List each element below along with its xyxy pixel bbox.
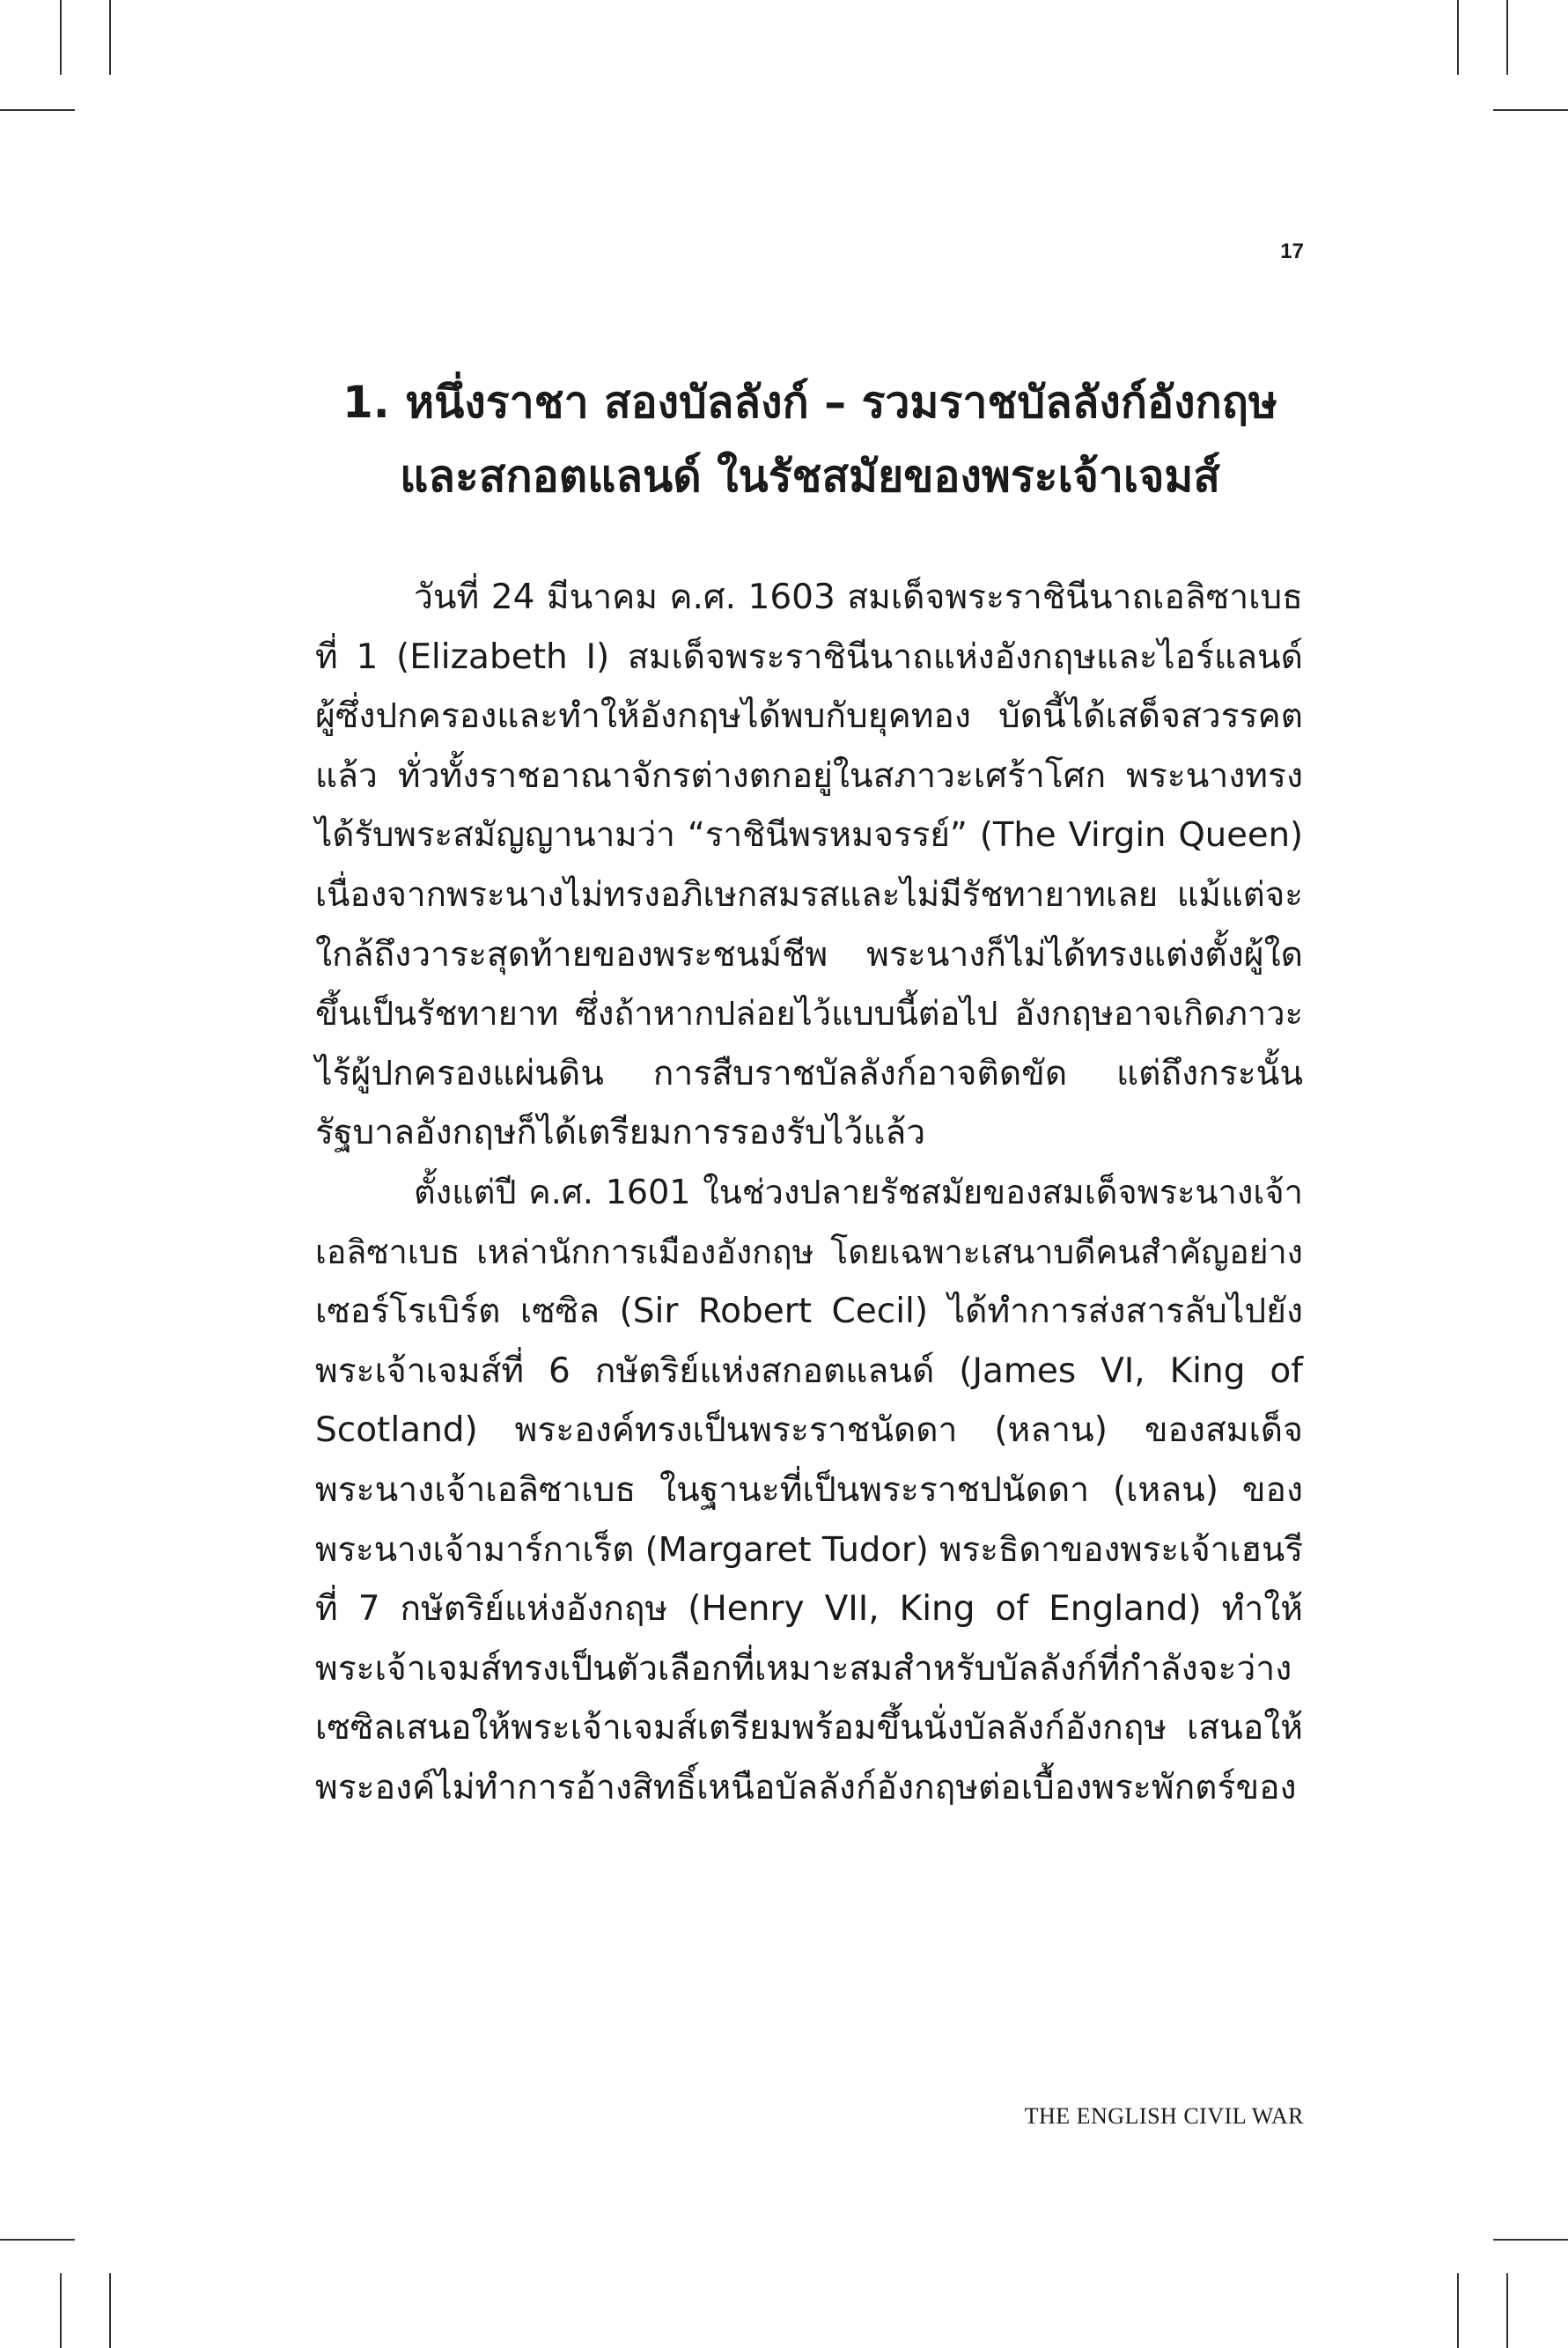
text-line: ที่ 1 (Elizabeth I) สมเด็จพระราชินีนาถแห่งอังกฤษและไอร์แลนด์ (315, 637, 1303, 677)
crop-mark-bottom-left-vertical-inner (109, 2273, 111, 2348)
text-line: พระนางเจ้าเอลิซาเบธ ในฐานะที่เป็นพระราชปนัดดา (เหลน) ของ (315, 1469, 1303, 1510)
crop-mark-top-right-vertical-inner (1457, 0, 1459, 75)
text-line: พระเจ้าเจมส์ที่ 6 กษัตริย์แห่งสกอตแลนด์ (James VI, King of (315, 1351, 1303, 1391)
text-line: เซซิลเสนอให้พระเจ้าเจมส์เตรียมพร้อมขึ้นนั่งบัลลังก์อังกฤษ เสนอให้ (315, 1708, 1303, 1748)
crop-mark-bottom-left-vertical (60, 2273, 62, 2348)
crop-mark-top-right-horizontal (1493, 109, 1568, 111)
body-text (315, 568, 1303, 1817)
text-line: ผู้ซึ่งปกครองและทำให้อังกฤษได้พบกับยุคทอง บัดนี้ได้เสด็จสวรรคต (315, 696, 1303, 737)
text-line: ไร้ผู้ปกครองแผ่นดิน การสืบราชบัลลังก์อาจติดขัด แต่ถึงกระนั้น (315, 1053, 1303, 1093)
text-line: พระองค์ไม่ทำการอ้างสิทธิ์เหนือบัลลังก์อังกฤษต่อเบื้องพระพักตร์ของ (315, 1767, 1297, 1807)
crop-mark-bottom-right-vertical (1506, 2273, 1508, 2348)
text-line: แล้ว ทั่วทั้งราชอาณาจักรต่างตกอยู่ในสภาวะเศร้าโศก พระนางทรง (315, 755, 1303, 796)
crop-mark-top-right-vertical (1506, 0, 1508, 75)
text-line: รัฐบาลอังกฤษก็ได้เตรียมการรองรับไว้แล้ว (315, 1113, 926, 1153)
text-line: Scotland) พระองค์ทรงเป็นพระราชนัดดา (หลาน) ของสมเด็จ (315, 1410, 1303, 1451)
text-line: พระนางเจ้ามาร์กาเร็ต (Margaret Tudor) พระธิดาของพระเจ้าเฮนรี (315, 1529, 1303, 1570)
text-line: ใกล้ถึงวาระสุดท้ายของพระชนม์ชีพ พระนางก็ไม่ได้ทรงแต่งตั้งผู้ใด (315, 934, 1303, 975)
text-line: เอลิซาเบธ เหล่านักการเมืองอังกฤษ โดยเฉพาะเสนาบดีคนสำคัญอย่าง (315, 1232, 1303, 1271)
paragraph (315, 1163, 1303, 1818)
text-line: วันที่ 24 มีนาคม ค.ศ. 1603 สมเด็จพระราชินีนาถเอลิซาเบธ (414, 578, 1303, 617)
crop-mark-bottom-right-horizontal (1493, 2239, 1568, 2241)
text-line: ตั้งแต่ปี ค.ศ. 1601 ในช่วงปลายรัชสมัยของสมเด็จพระนางเจ้า (414, 1172, 1303, 1211)
crop-mark-top-left-vertical (60, 0, 62, 75)
crop-mark-bottom-left-horizontal (0, 2239, 75, 2241)
paragraph (315, 568, 1303, 1163)
running-footer: THE ENGLISH CIVIL WAR (1024, 2103, 1304, 2129)
crop-mark-bottom-right-vertical-inner (1457, 2273, 1459, 2348)
text-line: ที่ 7 กษัตริย์แห่งอังกฤษ (Henry VII, King of England) ทำให้ (315, 1589, 1303, 1630)
crop-mark-top-left-horizontal (0, 109, 75, 111)
page-number: 17 (1280, 239, 1304, 263)
chapter-title-line: 1. หนึ่งราชา สองบัลลังก์ – รวมราชบัลลังก์อังกฤษ (342, 377, 1277, 428)
text-line: เซอร์โรเบิร์ต เซซิล (Sir Robert Cecil) ได้ทำการส่งสารลับไปยัง (315, 1292, 1303, 1332)
chapter-title-line: และสกอตแลนด์ ในรัชสมัยของพระเจ้าเจมส์ (400, 451, 1220, 502)
text-line: พระเจ้าเจมส์ทรงเป็นตัวเลือกที่เหมาะสมสำหรับบัลลังก์ที่กำลังจะว่าง (315, 1648, 1292, 1689)
text-line: ได้รับพระสมัญญานามว่า “ราชินีพรหมจรรย์” (The Virgin Queen) (315, 815, 1303, 856)
chapter-title (317, 365, 1303, 513)
crop-mark-top-left-vertical-inner (109, 0, 111, 75)
text-line: ขึ้นเป็นรัชทายาท ซึ่งถ้าหากปล่อยไว้แบบนี้ต่อไป อังกฤษอาจเกิดภาวะ (315, 994, 1303, 1034)
text-line: เนื่องจากพระนางไม่ทรงอภิเษกสมรสและไม่มีรัชทายาทเลย แม้แต่จะ (315, 874, 1303, 915)
